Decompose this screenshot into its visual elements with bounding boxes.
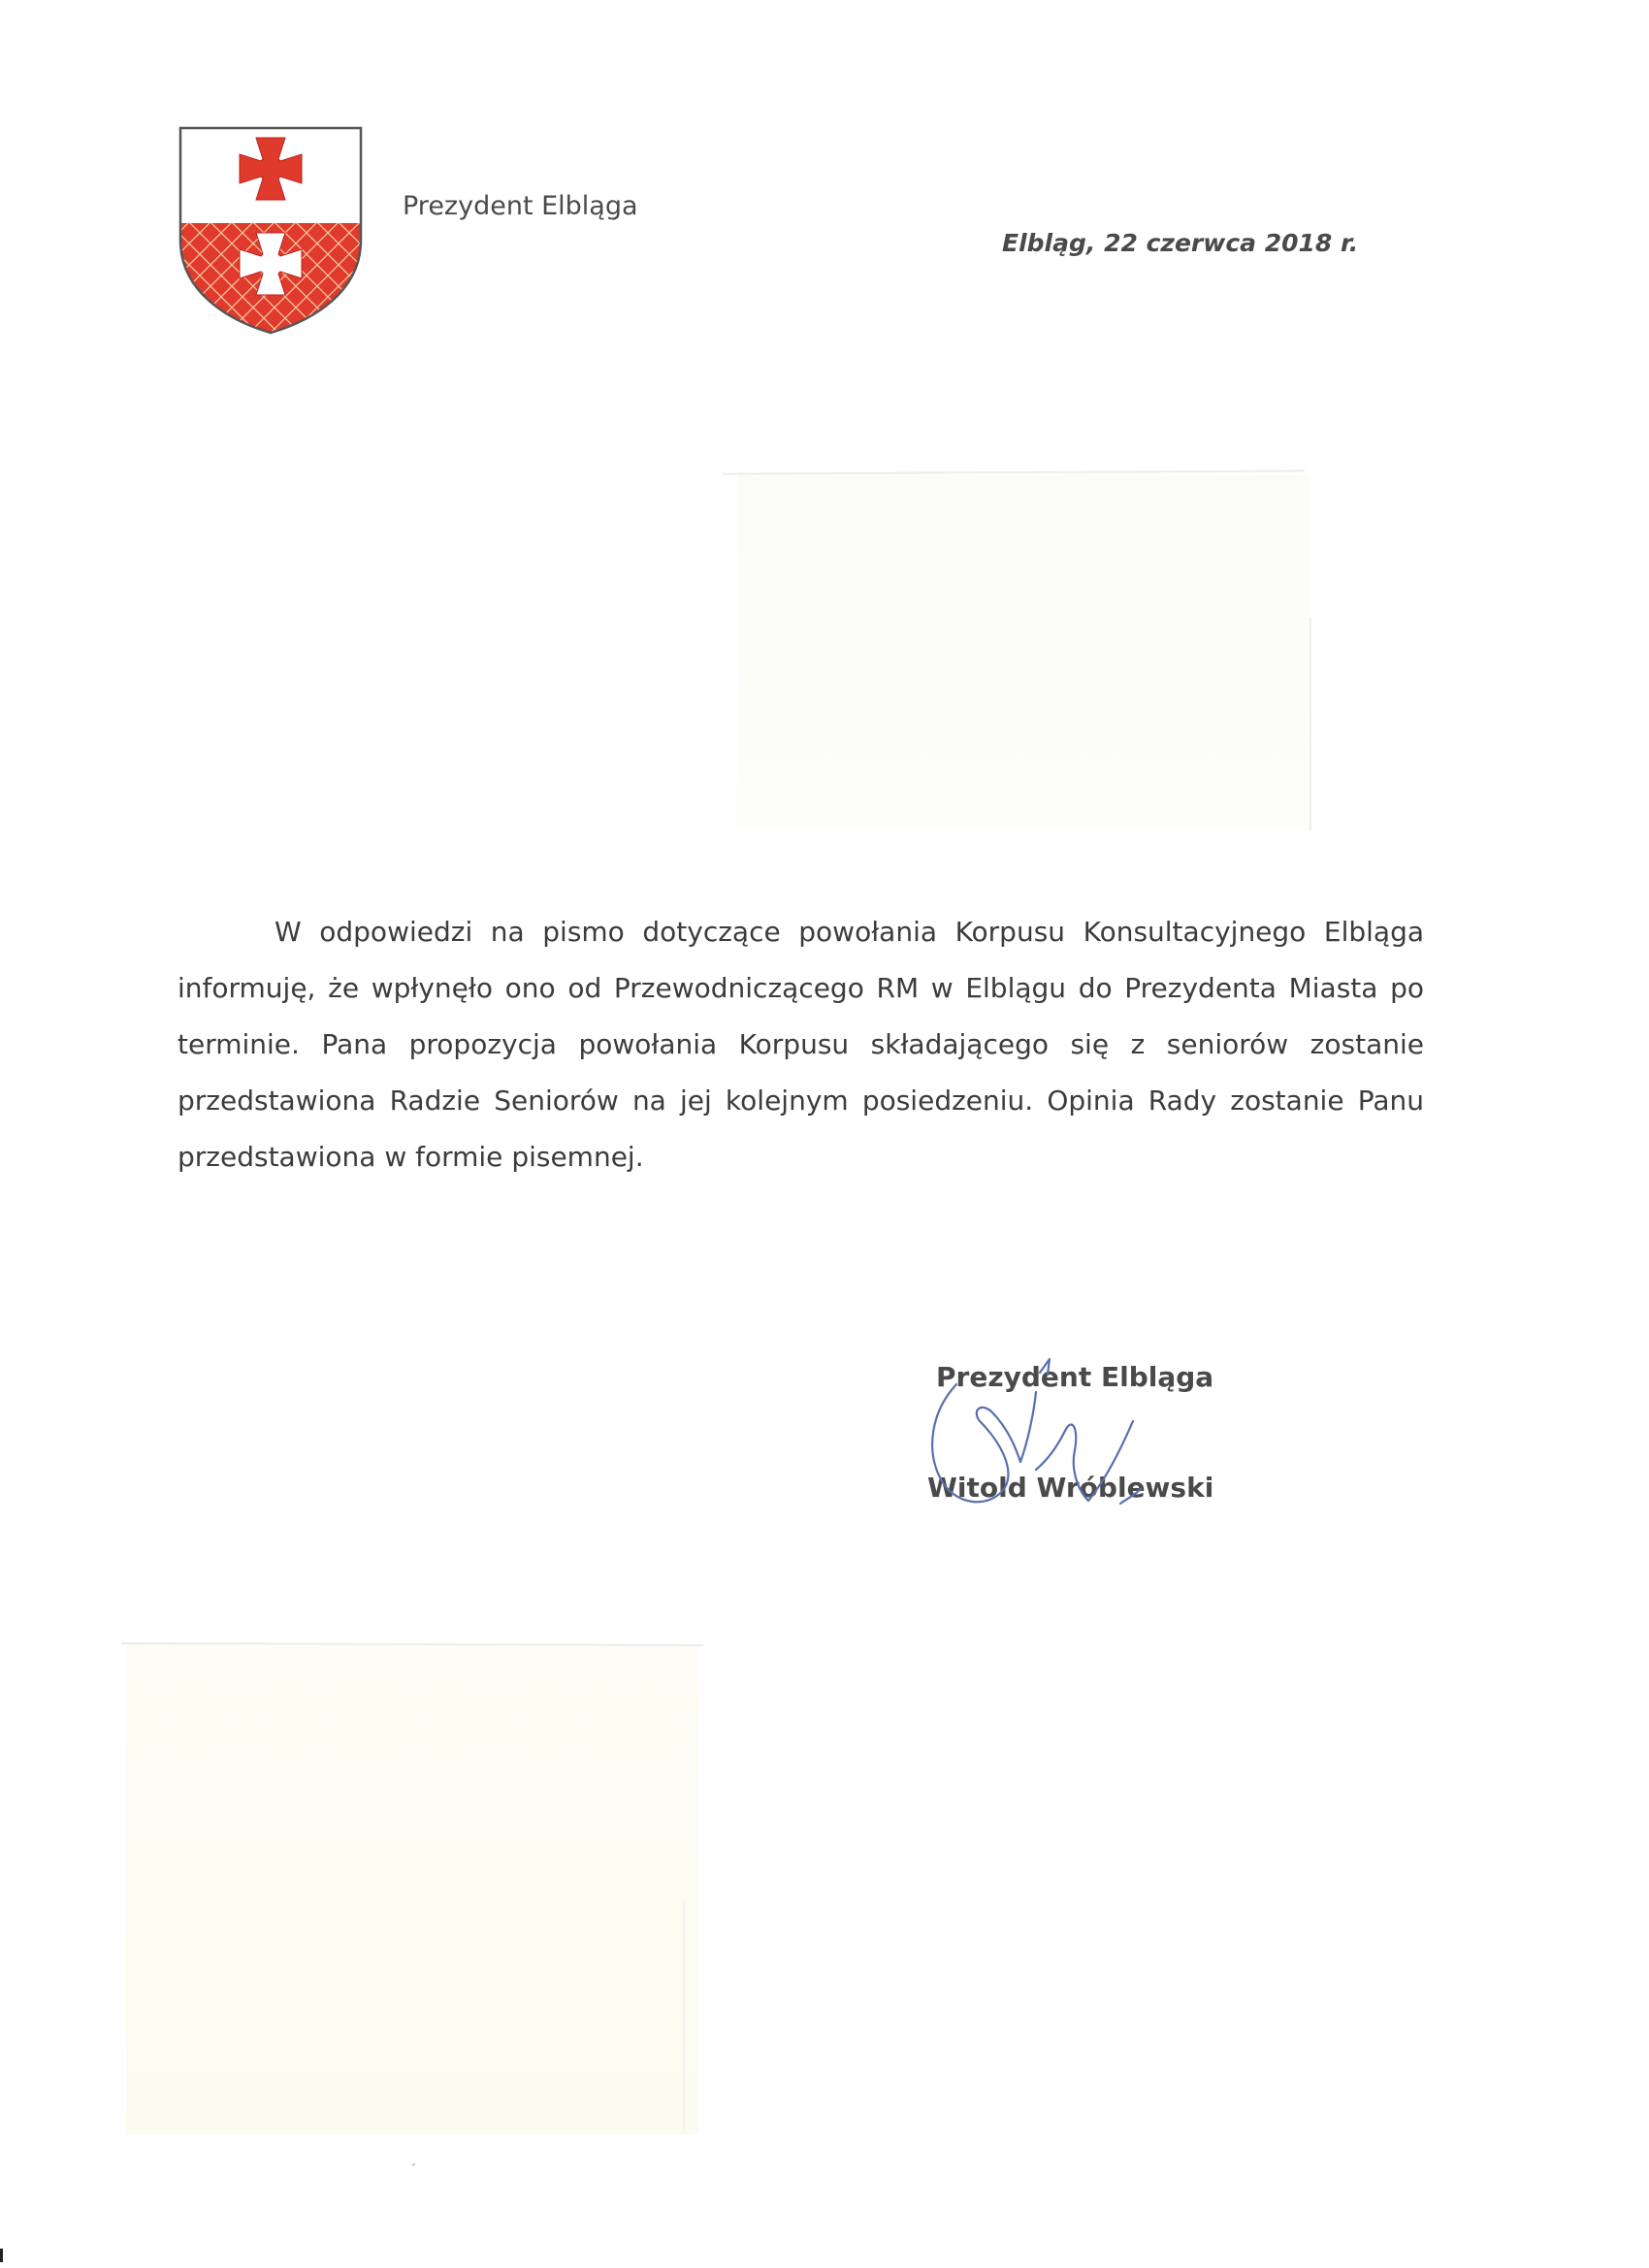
signature-name: Witold Wróblewski bbox=[927, 1472, 1214, 1504]
scan-edge-mark bbox=[0, 2249, 3, 2262]
scan-dust-dot bbox=[412, 2163, 415, 2166]
scan-shading-top bbox=[737, 475, 1310, 829]
letter-body: W odpowiedzi na pismo dotyczące powołania Korpusu Konsultacyjnego Elbląga informuję, że wpłynęło ono od Przewodniczącego RM w Elblągu do Prezydenta Miasta po terminie. Pana propozycja powołania Korpusu składającego się z seniorów zostanie przedstawiona Radzie Seniorów na jej kolejnym posiedzeniu. Opinia Rady zostanie Panu przedstawiona w formie pisemnej. bbox=[178, 916, 1424, 1173]
header-title: Prezydent Elbląga bbox=[403, 191, 638, 221]
signature-title: Prezydent Elbląga bbox=[936, 1361, 1214, 1393]
handwritten-signature bbox=[912, 1353, 1232, 1528]
elblag-coat-of-arms-icon bbox=[178, 126, 363, 336]
letter-date: Elbląg, 22 czerwca 2018 r. bbox=[1002, 229, 1359, 257]
scan-shading-bottom bbox=[126, 1644, 698, 2134]
scan-artifact-line bbox=[683, 1901, 685, 2129]
scan-artifact-line bbox=[1310, 617, 1311, 830]
scan-artifact-line bbox=[723, 470, 1305, 474]
